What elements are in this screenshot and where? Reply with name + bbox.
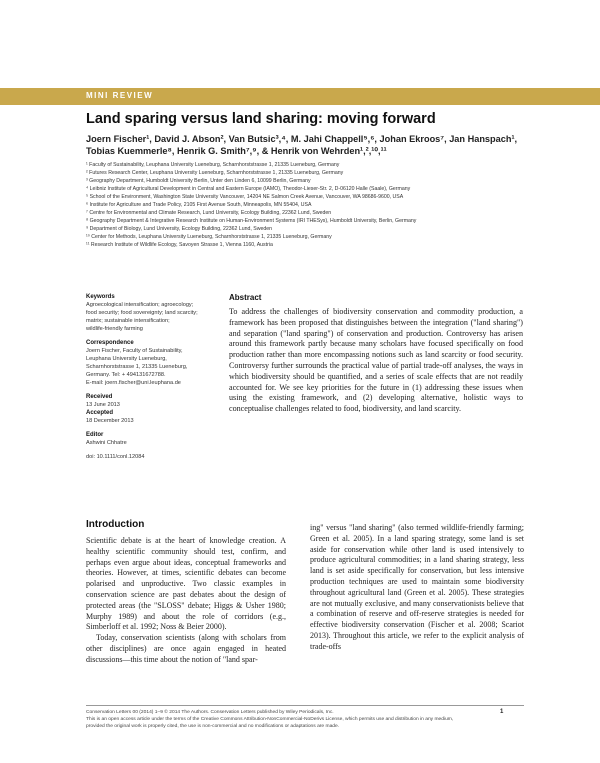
editor-name: Ashwini Chhatre — [86, 440, 127, 446]
body-paragraph: Scientific debate is at the heart of knowledge creation. A healthy scientific community should test, confirm, and perhaps even argue about ideas, conceptual frameworks and theories. However, at times, scientific debates can become polarised and unproductive. Two classic examples in conservation science are past debates about the design of protected areas (the "SLOSS" debate; Higgs & Usher 1980; Murphy 1989) and about the role of corridors (e.g., Simberloff et al. 1992; Noss & Beier 2000). — [86, 536, 286, 632]
affiliation-item: ⁸ Geography Department & Integrative Research Institute on Human-Environment Systems (IRI THESys), Humboldt University, Berlin, Germany — [86, 218, 417, 225]
affiliation-item: ⁹ Department of Biology, Lund University, Ecology Building, 22362 Lund, Sweden — [86, 226, 273, 233]
correspondence-email[interactable]: E-mail: joern.fischer@uni.leuphana.de — [86, 380, 181, 386]
keywords-line: food security; food sovereignty; land scarcity; — [86, 310, 198, 316]
body-paragraph-continued: ing" versus "land sharing" (also termed wildlife-friendly farming; Green et al. 2005). In a land sparing strategy, some land is set aside for conservation while other land is used intensively to produce agricultural commodities; in a land sharing strategy, less land is set aside specifically for conservation, but less intensive production techniques are used to maintain some biodiversity throughout agricultural land (Green et al. 2005). These strategies are not mutually exclusive, and many conservationists believe that a combination of reserve and off-reserve strategies is needed for effective biodiversity conservation (Fischer et al. 2008; Scariot 2013). Throughout this article, we refer to the explicit analysis of trade-offs — [310, 523, 524, 651]
received-date: 13 June 2013 — [86, 402, 120, 408]
introduction-heading: Introduction — [86, 519, 145, 530]
affiliation-item: ⁴ Leibniz Institute of Agricultural Development in Central and Eastern Europe (IAMO), Theodor-Lieser-Str. 2, D-06120 Halle (Saale), Germany — [86, 186, 411, 193]
keywords-heading: Keywords — [86, 294, 115, 300]
footer-license: This is an open access article under the terms of the Creative Commons Attribution-NonCommercial-NoDerivs License, which permits use and distribution in any medium, — [86, 717, 454, 722]
affiliation-item: ⁷ Centre for Environmental and Climate Research, Lund University, Ecology Building, 22362 Lund, Sweden — [86, 210, 332, 217]
affiliation-item: ¹¹ Research Institute of Wildlife Ecology, Savoyen Strasse 1, Vienna 1160, Austria — [86, 242, 273, 249]
correspondence-line: Leuphana University Lueneburg, — [86, 356, 167, 362]
correspondence-line: Joern Fischer, Faculty of Sustainability, — [86, 348, 183, 354]
footer-divider — [86, 705, 524, 706]
author-list: Joern Fischer¹, David J. Abson², Van Butsic³,⁴, M. Jahi Chappell⁵,⁶, Johan Ekroos⁷, Jan Hanspach¹, Tobias Kuemmerle⁸, Henrik G. Smith⁷,⁹, & Henrik von Wehrden¹,²,¹⁰,¹¹ — [86, 134, 518, 156]
article-type-label: MINI REVIEW — [86, 91, 154, 100]
abstract-heading: Abstract — [229, 293, 262, 302]
affiliation-list — [86, 161, 526, 250]
affiliation-item: ⁵ School of the Environment, Washington State University Vancouver, 14204 NE Salmon Creek Avenue, Vancouver, WA 98686-9600, USA — [86, 194, 404, 201]
keywords-line: wildlife-friendly farming — [86, 326, 143, 332]
received-heading: Received — [86, 394, 113, 400]
keywords-line: Agroecological intensification; agroecology; — [86, 302, 194, 308]
body-column-right — [310, 523, 524, 653]
body-paragraph: Today, conservation scientists (along with scholars from other disciplines) are once again engaged in heated discussions—this time about the notion of "land spar- — [86, 633, 286, 664]
correspondence-line: Germany. Tel: + 494131672788. — [86, 372, 166, 378]
page-number: 1 — [500, 709, 504, 715]
footer-citation: Conservation Letters 00 (2014) 1–9 © 2014 The Authors. Conservation Letters published by Wiley Periodicals, Inc. — [86, 710, 334, 715]
footer-license-cont: provided the original work is properly cited, the use is non-commercial and no modifications or adaptations are made. — [86, 724, 340, 729]
correspondence-line: Scharnhorststrasse 1, 21335 Lueneburg, — [86, 364, 188, 370]
article-sidebar — [86, 293, 216, 461]
page-footer — [86, 709, 524, 730]
editor-heading: Editor — [86, 432, 104, 438]
article-type-banner — [0, 88, 600, 105]
affiliation-item: ⁶ Institute for Agriculture and Trade Policy, 2105 First Avenue South, Minneapolis, MN 55404, USA — [86, 202, 312, 209]
keywords-line: matrix; sustainable intensification; — [86, 318, 170, 324]
affiliation-item: ¹⁰ Center for Methods, Leuphana University Lueneburg, Scharnhorststrasse 1, 21335 Lueneburg, Germany — [86, 234, 332, 241]
abstract-text: To address the challenges of biodiversity conservation and commodity production, a framework has been proposed that distinguishes between the integration ("land sharing") and separation ("land sparing") of conservation and production. Controversy has arisen around this framework partly because many scholars have focused specifically on food production rather than more encompassing notions such as land scarcity or food security. Controversy further surrounds the practical value of partial trade-off analyses, the ways in which biodiversity should be quantified, and a series of scale effects that are not readily accounted for. We see key priorities for the future in (1) addressing these issues when using the existing framework, and (2) developing alternative, holistic ways to conceptualise challenges related to food, biodiversity, and land scarcity. — [229, 307, 523, 414]
doi-link[interactable]: doi: 10.1111/conl.12084 — [86, 454, 145, 460]
affiliation-item: ² Futures Research Center, Leuphana University Lueneburg, Scharnhorststrasse 1, 21335 Lueneburg, Germany — [86, 170, 344, 177]
body-column-left — [86, 536, 286, 666]
affiliation-item: ¹ Faculty of Sustainability, Leuphana University Lueneburg, Scharnhorststrasse 1, 21335 Lueneburg, Germany — [86, 162, 340, 168]
affiliation-item: ³ Geography Department, Humboldt University Berlin, Unter den Linden 6, 10099 Berlin, Germany — [86, 178, 311, 185]
article-title: Land sparing versus land sharing: moving forward — [86, 111, 436, 127]
accepted-date: 18 December 2013 — [86, 418, 134, 424]
correspondence-heading: Correspondence — [86, 340, 134, 346]
accepted-heading: Accepted — [86, 410, 114, 416]
